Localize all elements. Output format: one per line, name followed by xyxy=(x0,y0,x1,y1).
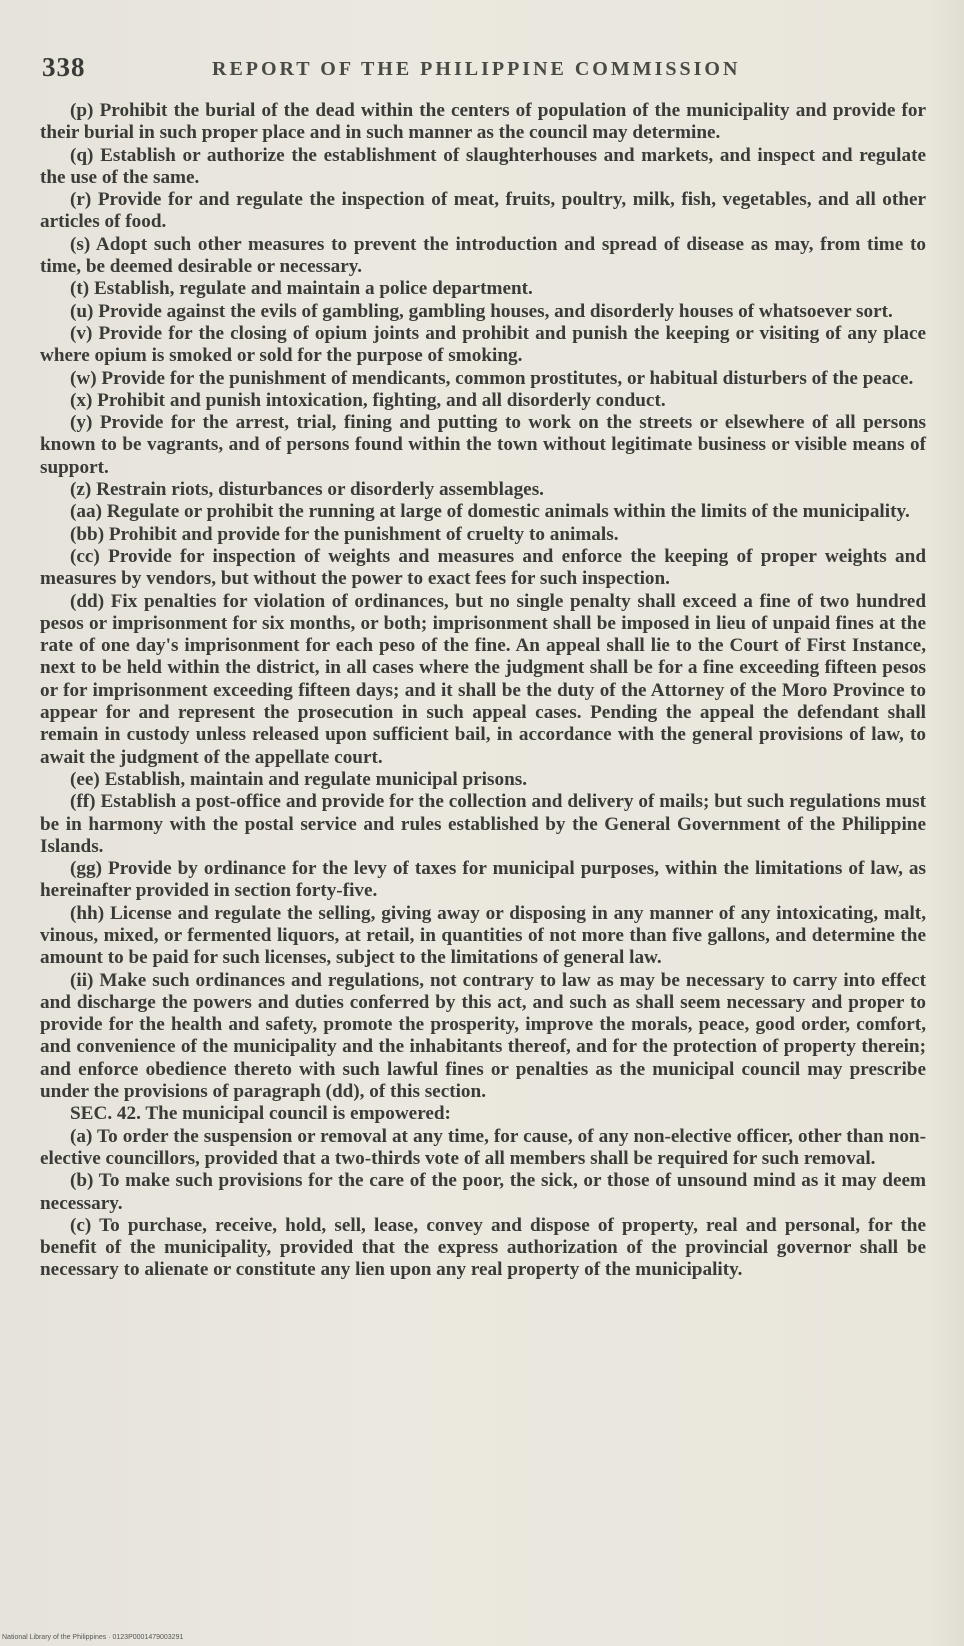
body-text xyxy=(40,100,926,1282)
paragraph: (s) Adopt such other measures to prevent the introduction and spread of disease as may, from time to time, be deemed desirable or necessary. xyxy=(40,233,926,278)
scan-credit: National Library of the Philippines · 0123P0001479003291 xyxy=(2,1634,184,1641)
page-edge-shadow xyxy=(926,0,964,1646)
page-number: 338 xyxy=(42,52,86,82)
paragraph: (w) Provide for the punishment of mendicants, common prostitutes, or habitual disturbers of the peace. xyxy=(70,367,914,389)
paragraph: (hh) License and regulate the selling, giving away or disposing in any manner of any intoxicating, malt, vinous, mixed, or fermented liquors, at retail, in quantities of not more than five gallons, and determine the amount to be paid for such licenses, subject to the limitations of general law. xyxy=(40,902,926,969)
paragraph: (aa) Regulate or prohibit the running at large of domestic animals within the limits of the municipality. xyxy=(70,501,910,523)
paragraph: (bb) Prohibit and provide for the punishment of cruelty to animals. xyxy=(70,523,619,545)
paragraph: (x) Prohibit and punish intoxication, fighting, and all disorderly conduct. xyxy=(70,389,666,411)
paragraph: (ff) Establish a post-office and provide for the collection and delivery of mails; but such regulations must be in harmony with the postal service and rules established by the General Government of the Philippine Islands. xyxy=(40,791,926,857)
paragraph: (t) Establish, regulate and maintain a police department. xyxy=(70,278,533,300)
running-head: REPORT OF THE PHILIPPINE COMMISSION xyxy=(212,58,741,80)
paragraph: (u) Provide against the evils of gambling, gambling houses, and disorderly houses of whatsoever sort. xyxy=(70,300,893,322)
section-heading: SEC. 42. The municipal council is empowered: xyxy=(70,1103,451,1125)
paragraph: (dd) Fix penalties for violation of ordinances, but no single penalty shall exceed a fine of two hundred pesos or imprisonment for six months, or both; imprisonment shall be imposed in lieu of unpaid fines at the rate of one day's imprisonment for each peso of the fine. An appeal shall lie to the Court of First Instance, next to be held within the district, in all cases where the judgment shall be for a fine exceeding fifteen pesos or for imprisonment exceeding fifteen days; and it shall be the duty of the Attorney of the Moro Province to appear for and represent the prosecution in such appeal cases. Pending the appeal the defendant shall remain in custody unless released upon sufficient bail, in accordance with the general provisions of law, to await the judgment of the appellate court. xyxy=(40,590,926,768)
paragraph: (ii) Make such ordinances and regulations, not contrary to law as may be necessary to carry into effect and discharge the powers and duties conferred by this act, and such as shall seem necessary and proper to provide for the health and safety, promote the prosperity, improve the morals, peace, good order, comfort, and convenience of the municipality and the inhabitants thereof, and for the protection of property therein; and enforce obedience thereto with such lawful fines or penalties as the municipal council may prescribe under the provisions of paragraph (dd), of this section. xyxy=(40,969,926,1103)
paragraph: (p) Prohibit the burial of the dead within the centers of population of the municipality and provide for their burial in such proper place and in such manner as the council may determine. xyxy=(40,100,926,144)
paragraph: (gg) Provide by ordinance for the levy of taxes for municipal purposes, within the limitations of law, as hereinafter provided in section forty-five. xyxy=(40,858,926,902)
paragraph: (cc) Provide for inspection of weights and measures and enforce the keeping of proper weights and measures by vendors, but without the power to exact fees for such inspection. xyxy=(40,545,926,590)
paragraph: (r) Provide for and regulate the inspection of meat, fruits, poultry, milk, fish, vegetables, and all other articles of food. xyxy=(40,189,926,233)
paragraph: (v) Provide for the closing of opium joints and prohibit and punish the keeping or visiting of any place where opium is smoked or sold for the purpose of smoking. xyxy=(40,322,926,367)
page-header xyxy=(42,52,922,92)
paragraph: (c) To purchase, receive, hold, sell, lease, convey and dispose of property, real and personal, for the benefit of the municipality, provided that the express authorization of the provincial governor shall be necessary to alienate or constitute any lien upon any real property of the municipality. xyxy=(40,1214,926,1281)
paragraph: (b) To make such provisions for the care of the poor, the sick, or those of unsound mind as it may deem necessary. xyxy=(40,1170,926,1214)
paragraph: (a) To order the suspension or removal at any time, for cause, of any non-elective officer, other than non-elective councillors, provided that a two-thirds vote of all members shall be required for such removal. xyxy=(40,1125,926,1169)
paragraph: (ee) Establish, maintain and regulate municipal prisons. xyxy=(70,768,528,790)
paragraph: (y) Provide for the arrest, trial, fining and putting to work on the streets or elsewhere of all persons known to be vagrants, and of persons found within the town without legitimate business or visible means of support. xyxy=(40,412,926,478)
paragraph: (q) Establish or authorize the establishment of slaughterhouses and markets, and inspect and regulate the use of the same. xyxy=(40,144,926,188)
paragraph: (z) Restrain riots, disturbances or disorderly assemblages. xyxy=(70,479,544,501)
